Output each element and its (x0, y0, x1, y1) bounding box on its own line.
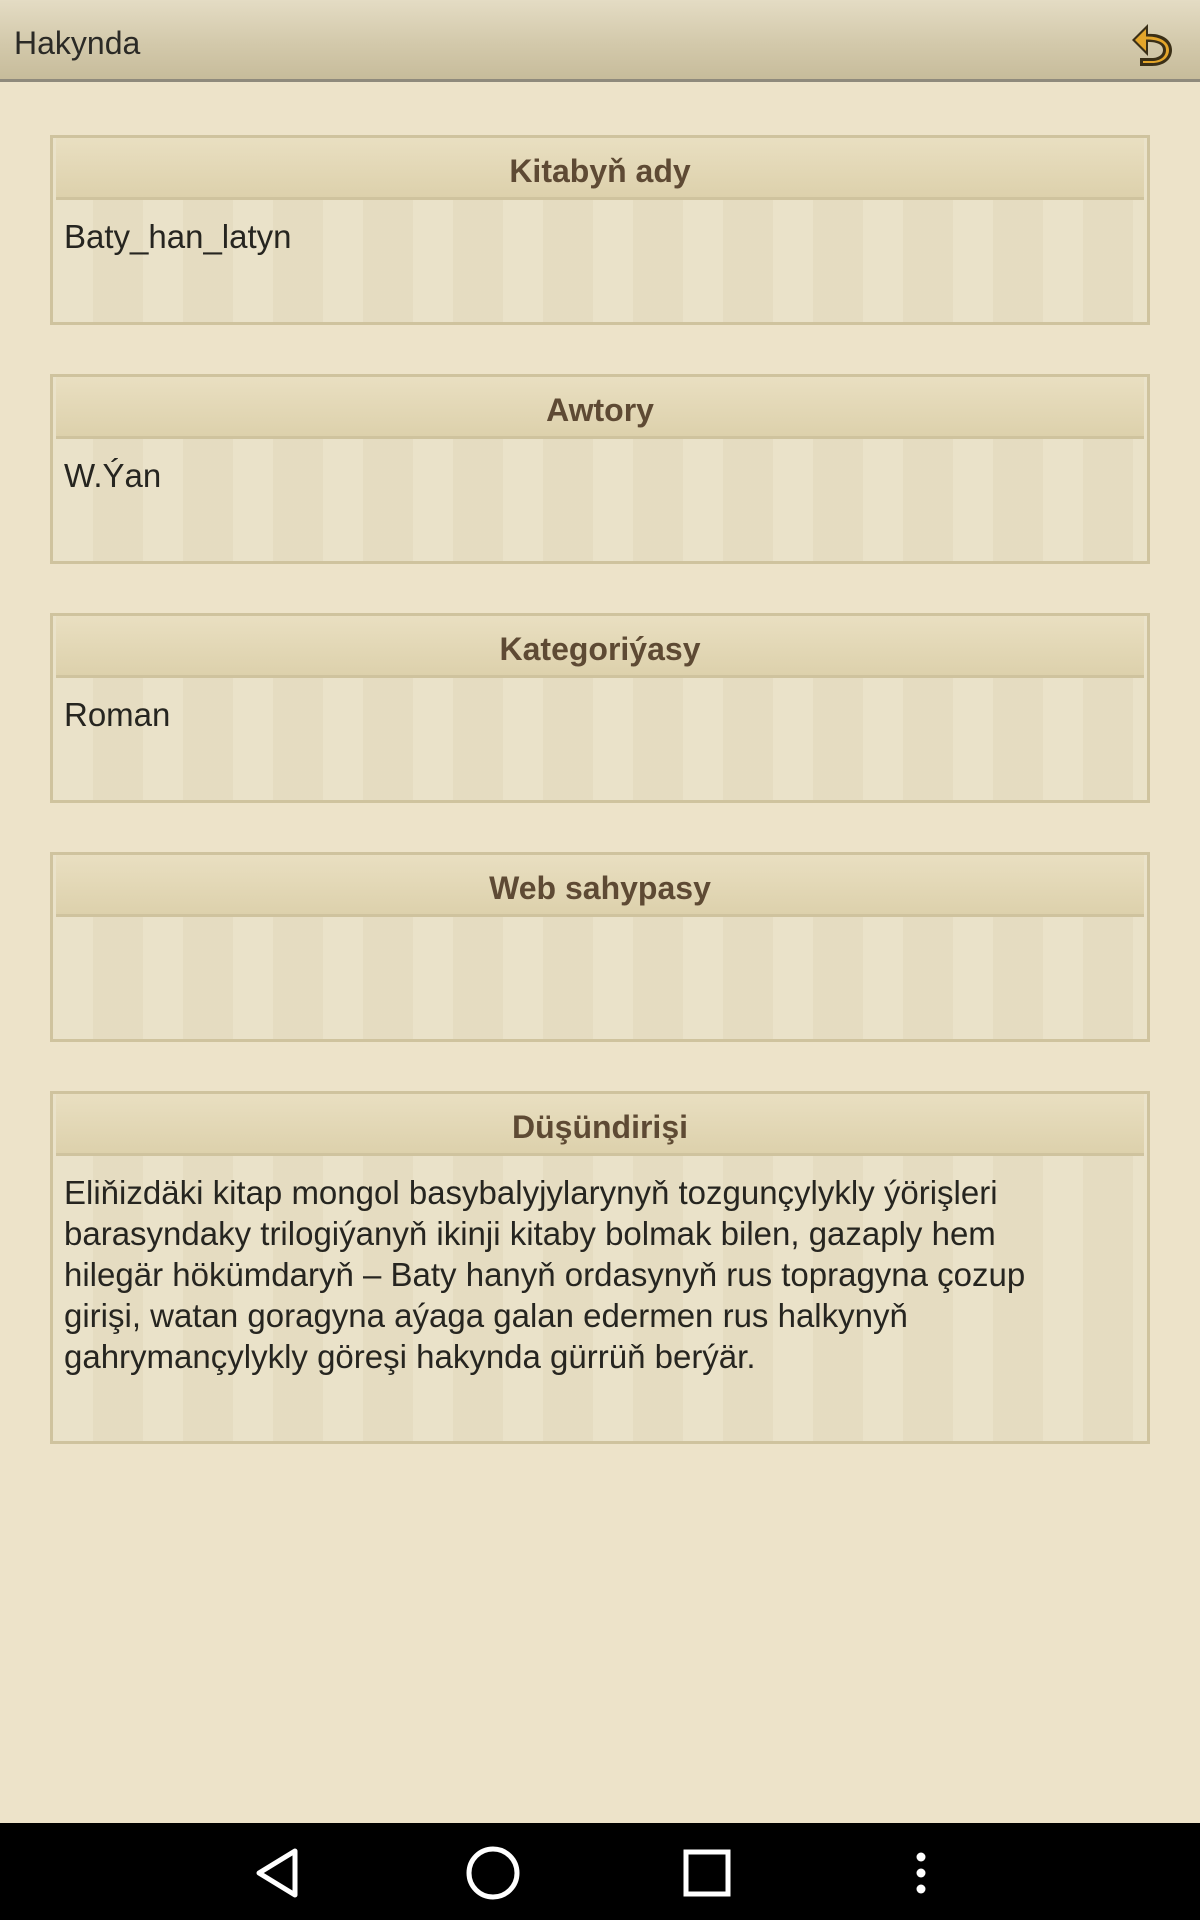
section-value: Baty_han_latyn (64, 218, 292, 255)
section-value: Eliňizdäki kitap mongol basybalyjylarynyň tozgunçylykly ýörişleri barasyndaky trilogiýanyň ikinji kitaby bolmak bilen, gazaply hem hilegär hökümdaryň – Baty hanyň ordasynyň rus topragyna çozup girişi, watan goragyna aýaga galan edermen rus halkynyň gahrymançylykly göreşi hakynda gürrüň berýär. (64, 1174, 1026, 1375)
section-value (53, 917, 1147, 933)
nav-back-button[interactable] (247, 1841, 311, 1905)
section-heading: Web sahypasy (56, 855, 1144, 917)
page-title: Hakynda (14, 25, 141, 61)
triangle-back-icon (247, 1841, 311, 1905)
content-area (0, 85, 1200, 1823)
nav-recents-button[interactable] (675, 1841, 739, 1905)
title-bar (0, 0, 1200, 82)
system-navigation-bar (0, 1823, 1200, 1920)
description-section (50, 1091, 1150, 1444)
back-button[interactable] (1118, 12, 1180, 72)
circle-home-icon (461, 1841, 525, 1905)
author-section (50, 374, 1150, 564)
section-heading: Kitabyň ady (56, 138, 1144, 200)
section-heading: Kategoriýasy (56, 616, 1144, 678)
section-value: Roman (64, 696, 171, 733)
section-value: W.Ýan (64, 457, 162, 494)
book-title-section (50, 135, 1150, 325)
square-recents-icon (675, 1841, 739, 1905)
website-section (50, 852, 1150, 1042)
vertical-dots-menu-icon (889, 1841, 953, 1905)
nav-menu-button[interactable] (889, 1841, 953, 1905)
section-heading: Düşündirişi (56, 1094, 1144, 1156)
undo-arrow-icon (1118, 12, 1180, 72)
section-heading: Awtory (56, 377, 1144, 439)
nav-home-button[interactable] (461, 1841, 525, 1905)
category-section (50, 613, 1150, 803)
